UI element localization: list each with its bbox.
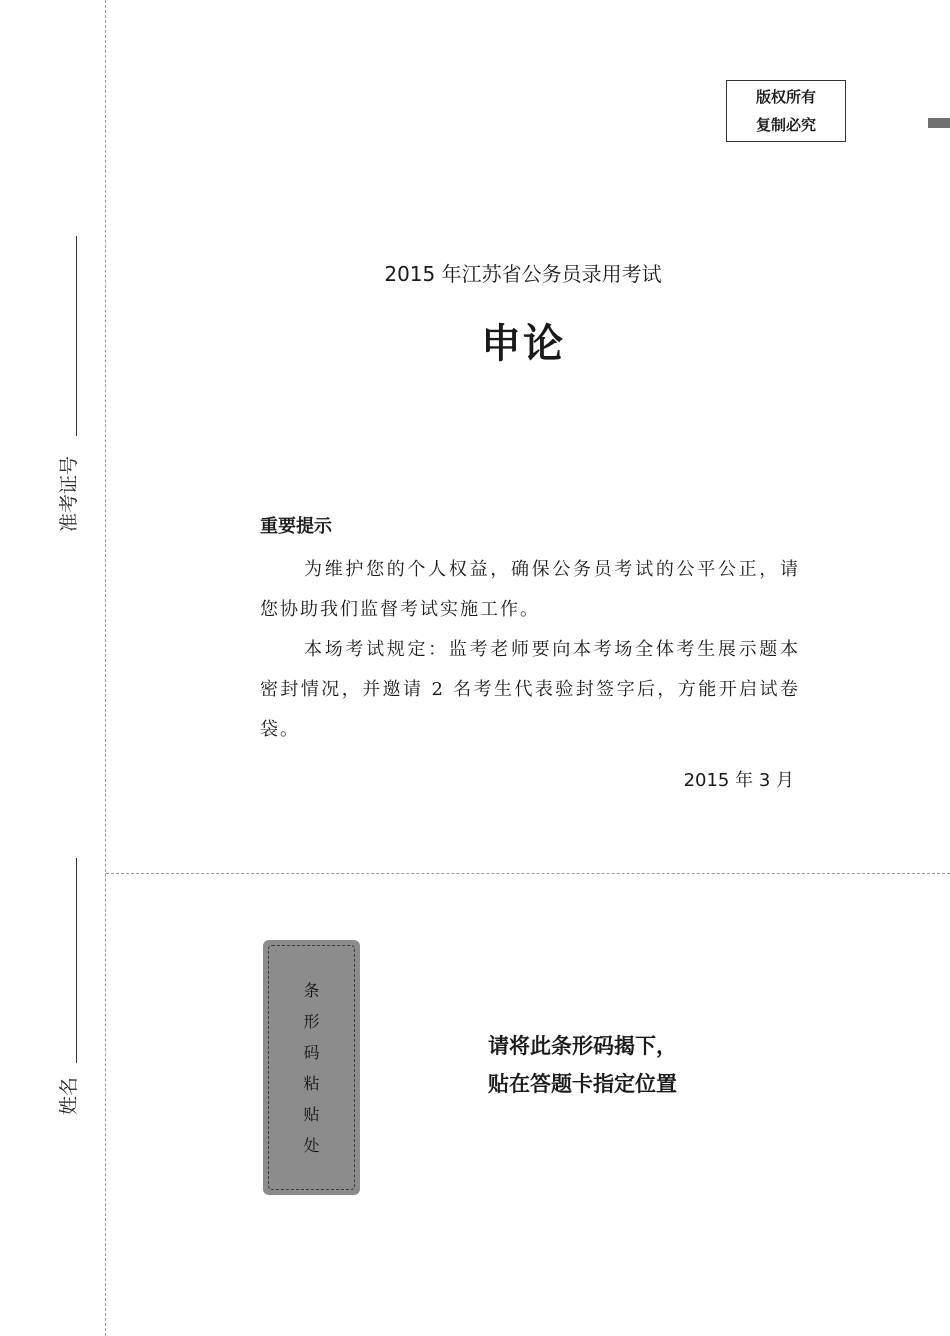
copyright-line-1: 版权所有 bbox=[755, 88, 816, 106]
barcode-instruction bbox=[488, 1027, 677, 1103]
name-label: 姓名 bbox=[58, 1076, 80, 1115]
exam-number-label: 准考证号 bbox=[58, 455, 80, 532]
edge-marker bbox=[928, 118, 950, 128]
barcode-dashed-frame bbox=[268, 945, 355, 1190]
barcode-label-char: 条 bbox=[303, 980, 320, 1000]
barcode-label-char: 形 bbox=[303, 1011, 320, 1031]
exam-subtitle: 2015 年江苏省公务员录用考试 bbox=[384, 262, 662, 286]
notice-paragraph-1: 为维护您的个人权益，确保公务员考试的公平公正，请您协助我们监督考试实施工作。 bbox=[260, 559, 800, 620]
notice-date: 2015 年 3 月 bbox=[683, 770, 794, 791]
barcode-sticker-area bbox=[263, 940, 360, 1195]
notice-heading: 重要提示 bbox=[260, 516, 332, 537]
barcode-label-char: 贴 bbox=[303, 1104, 320, 1124]
barcode-instruction-line-2: 贴在答题卡指定位置 bbox=[488, 1072, 677, 1096]
notice-paragraph-2: 本场考试规定：监考老师要向本考场全体考生展示题本密封情况，并邀请 2 名考生代表验封签字后，方能开启试卷袋。 bbox=[260, 639, 800, 740]
exam-title: 申论 bbox=[481, 321, 565, 367]
barcode-instruction-line-1: 请将此条形码揭下， bbox=[488, 1034, 677, 1058]
barcode-label-char: 码 bbox=[303, 1042, 320, 1062]
barcode-label-char: 粘 bbox=[303, 1073, 320, 1093]
copyright-line-2: 复制必究 bbox=[755, 116, 816, 134]
name-fill-line bbox=[76, 858, 77, 1063]
binding-dashed-line bbox=[105, 0, 106, 1336]
tear-off-dashed-line bbox=[106, 873, 950, 874]
copyright-stamp bbox=[726, 80, 846, 142]
barcode-label-char: 处 bbox=[303, 1135, 320, 1155]
